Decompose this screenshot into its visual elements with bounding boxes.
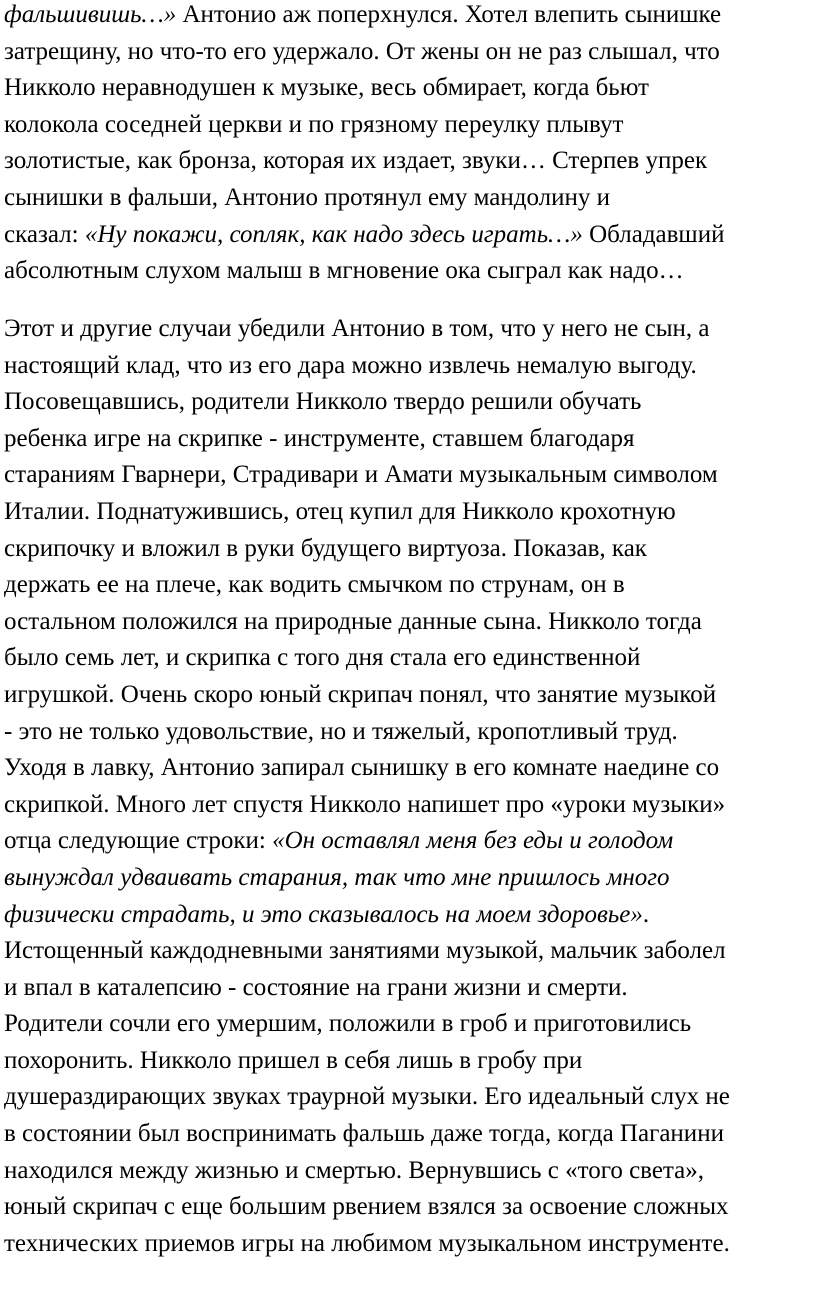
text-line: похоронить. Никколо пришел в себя лишь в гробу при <box>4 1046 583 1074</box>
text-fragment: Обладавший <box>582 220 725 248</box>
text-line: - это не только удовольствие, но и тяжелый, кропотливый труд. <box>4 717 678 745</box>
text-fragment: отца следующие строки: <box>4 827 273 855</box>
text-line: Уходя в лавку, Антонио запирал сынишку в его комнате наедине со <box>4 754 720 782</box>
quote-line: вынуждал удваивать старания, так что мне пришлось много <box>4 863 670 891</box>
text-line: скрипкой. Много лет спустя Никколо напишет про «уроки музыки» <box>4 790 726 818</box>
text-line: остальном положился на природные данные сына. Никколо тогда <box>4 607 702 635</box>
text-line <box>4 897 816 934</box>
text-line: игрушкой. Очень скоро юный скрипач понял, что занятие музыкой <box>4 680 717 708</box>
text-fragment: сказал: <box>4 220 85 248</box>
text-line: золотистые, как бронза, которая их издает, звуки… Стерпев упрек <box>4 147 708 175</box>
text-fragment: . <box>642 900 650 928</box>
text-line: абсолютным слухом малыш в мгновение ока сыграл как надо… <box>4 257 684 285</box>
quote-fragment: «Ну покажи, сопляк, как надо здесь играть…» <box>84 220 583 248</box>
text-line: Истощенный каждодневными занятиями музыкой, мальчик заболел <box>4 937 726 965</box>
text-line: ребенка игре на скрипке - инструменте, ставшем благодаря <box>4 424 635 452</box>
paragraph-1 <box>4 0 816 290</box>
text-line <box>4 0 816 34</box>
text-line: было семь лет, и скрипка с того дня стала его единственной <box>4 644 641 672</box>
paragraph-2 <box>4 311 816 1262</box>
text-fragment: Антонио аж поперхнулся. Хотел влепить сынишке <box>176 1 722 28</box>
text-line: Посовещавшись, родители Никколо твердо решили обучать <box>4 388 642 416</box>
text-line: Италии. Поднатужившись, отец купил для Никколо крохотную <box>4 497 676 525</box>
text-line: душераздирающих звуках траурной музыки. Его идеальный слух не <box>4 1083 730 1111</box>
text-line: скрипочку и вложил в руки будущего виртуоза. Показав, как <box>4 534 647 562</box>
text-line: стараниям Гварнери, Страдивари и Амати музыкальным символом <box>4 461 718 489</box>
quote-fragment: «Он оставлял меня без еды и голодом <box>272 827 674 855</box>
text-line: технических приемов игры на любимом музыкальном инструменте. <box>4 1229 730 1257</box>
text-line: держать ее на плече, как водить смычком по струнам, он в <box>4 571 625 599</box>
text-line: затрещину, но что-то его удержало. От жены он не раз слышал, что <box>4 37 720 65</box>
quote-fragment: физически страдать, и это сказывалось на моем здоровье» <box>4 900 643 928</box>
text-line <box>4 217 816 254</box>
quote-fragment: фальшивишь…» <box>4 1 177 28</box>
text-line: Никколо неравнодушен к музыке, весь обмирает, когда бьют <box>4 74 649 102</box>
text-line: настоящий клад, что из его дара можно извлечь немалую выгоду. <box>4 351 697 379</box>
text-line: юный скрипач с еще большим рвением взялся за освоение сложных <box>4 1193 729 1221</box>
text-line: сынишки в фальши, Антонио протянул ему мандолину и <box>4 183 610 211</box>
text-line: Этот и другие случаи убедили Антонио в том, что у него не сын, а <box>4 315 710 342</box>
text-line: находился между жизнью и смертью. Вернувшись с «того света», <box>4 1156 705 1184</box>
text-line: в состоянии был воспринимать фальшь даже тогда, когда Паганини <box>4 1120 724 1148</box>
text-line: и впал в каталепсию - состояние на грани жизни и смерти. <box>4 973 628 1001</box>
text-line: Родители сочли его умершим, положили в гроб и приготовились <box>4 1010 692 1038</box>
text-line: колокола соседней церкви и по грязному переулку плывут <box>4 110 624 138</box>
text-line <box>4 823 816 860</box>
